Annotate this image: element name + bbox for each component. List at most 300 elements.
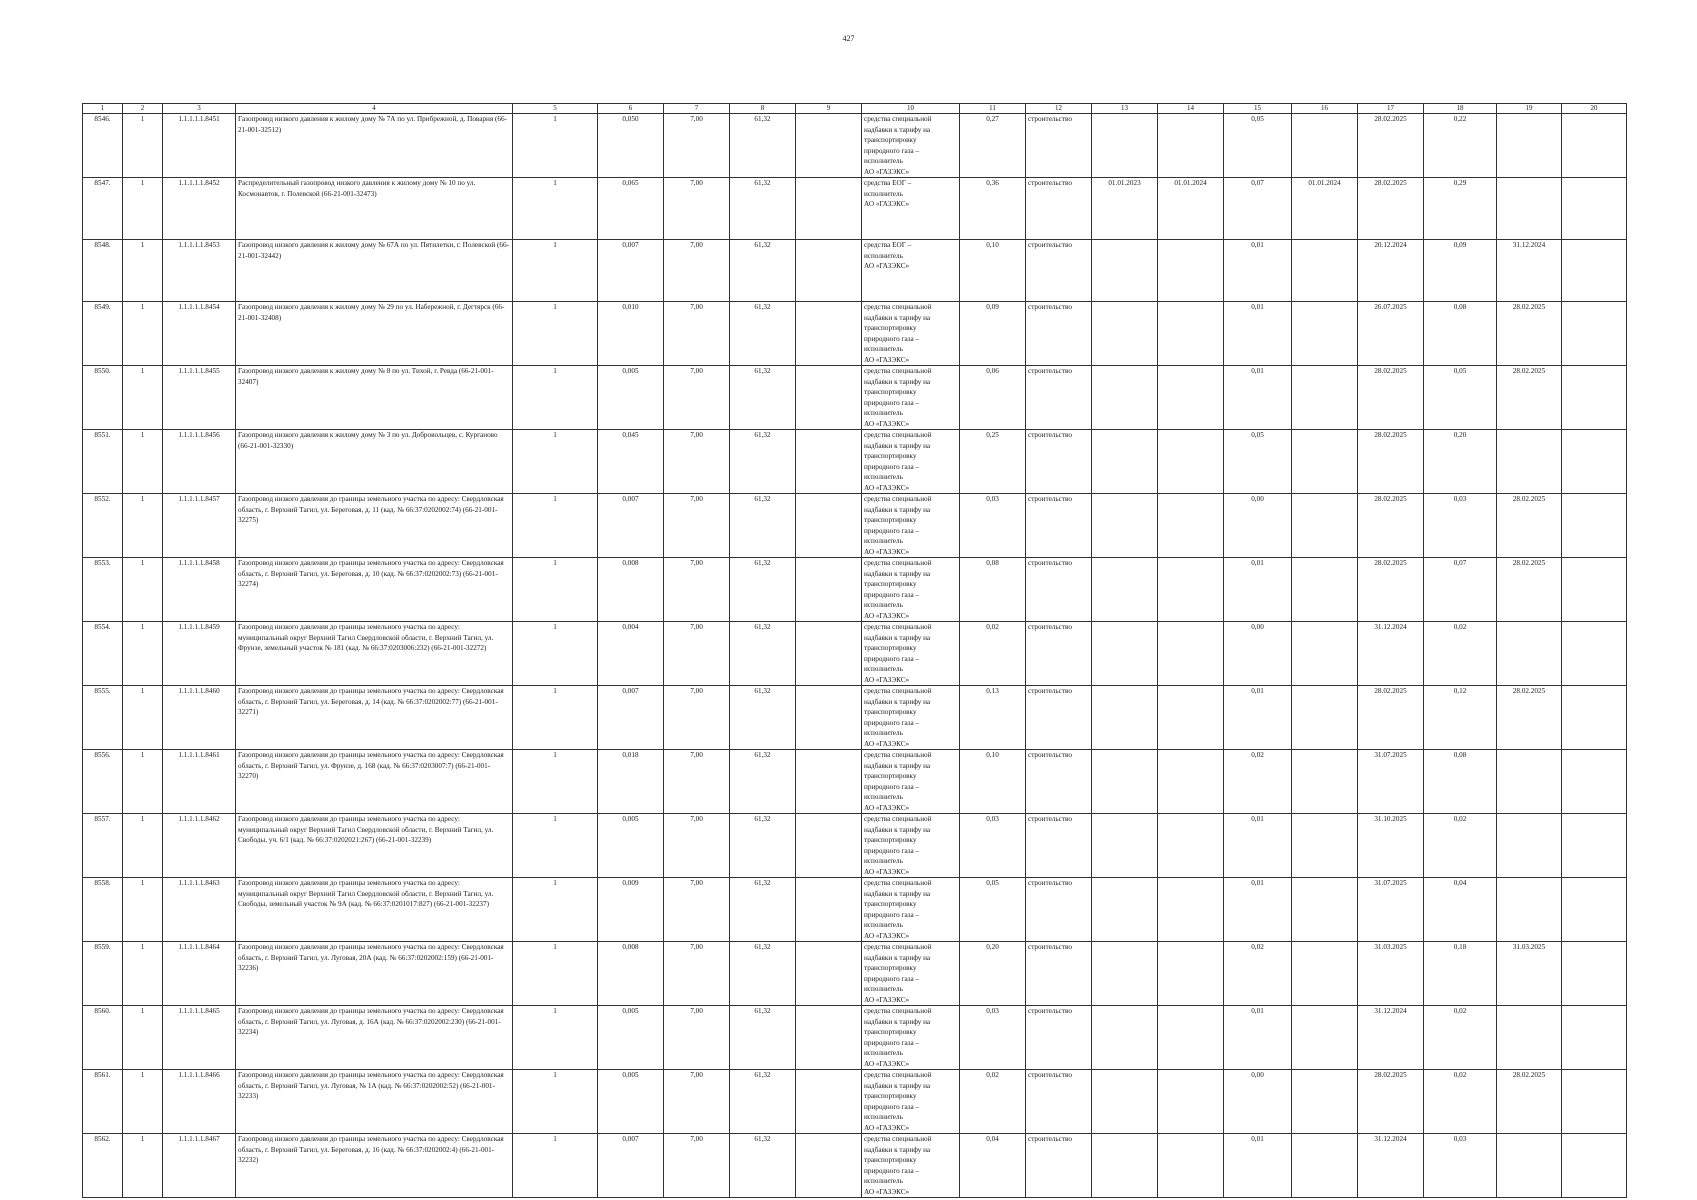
object-name-cell: Газопровод низкого давления к жилому дому № 7А по ул. Прибрежной, д. Поварня (66-21-001-32512) — [236, 114, 513, 178]
funding-source-cell: средства ЕОГ – исполнитель АО «ГАЗЭКС» — [862, 240, 960, 302]
work-type-cell: строительство — [1026, 942, 1092, 1006]
pressure-cell: 7,00 — [664, 302, 730, 366]
pressure-cell: 7,00 — [664, 366, 730, 430]
completion-date-cell: 31.10.2025 — [1358, 814, 1424, 878]
work-type-cell: строительство — [1026, 558, 1092, 622]
diameter-cell: 61,32 — [730, 814, 796, 878]
column-19-cell: 28.02.2025 — [1497, 1070, 1562, 1134]
column-19-cell: 28.02.2025 — [1497, 366, 1562, 430]
column-16-cell — [1292, 114, 1358, 178]
column-18-cell: 0,02 — [1424, 622, 1497, 686]
column-16-cell: 01.01.2024 — [1292, 178, 1358, 240]
investment-program-table — [82, 103, 1627, 1198]
pressure-cell: 7,00 — [664, 1006, 730, 1070]
column-19-cell: 28.02.2025 — [1497, 558, 1562, 622]
column-number-row — [83, 104, 1627, 114]
column-9-cell — [796, 430, 862, 494]
column-20-cell — [1562, 814, 1627, 878]
column-9-cell — [796, 178, 862, 240]
column-number-header: 5 — [513, 104, 598, 114]
column-20-cell — [1562, 942, 1627, 1006]
column-18-cell: 0,07 — [1424, 558, 1497, 622]
completion-date-cell: 26.07.2025 — [1358, 302, 1424, 366]
work-type-cell: строительство — [1026, 750, 1092, 814]
completion-date-cell: 31.03.2025 — [1358, 942, 1424, 1006]
column-19-cell — [1497, 178, 1562, 240]
work-type-cell: строительство — [1026, 1134, 1092, 1198]
object-name-cell: Газопровод низкого давления до границы земельного участка по адресу: муниципальный округ Верхний Тагил Свердловской области, г. Верхний Тагил, ул. Фрунзе, земельный участок № 181 (кад. № 66:37:0203006:232) (66-21-001-32272) — [236, 622, 513, 686]
completion-date-cell: 28.02.2025 — [1358, 1070, 1424, 1134]
table-row — [83, 178, 1627, 240]
column-19-cell: 28.02.2025 — [1497, 494, 1562, 558]
length-cell: 0,065 — [598, 178, 664, 240]
column-2-cell: 1 — [123, 942, 163, 1006]
start-date-cell — [1092, 878, 1158, 942]
column-16-cell — [1292, 1006, 1358, 1070]
column-9-cell — [796, 814, 862, 878]
column-16-cell — [1292, 750, 1358, 814]
row-number-cell: 8561. — [83, 1070, 123, 1134]
object-name-cell: Газопровод низкого давления к жилому дому № 67А по ул. Пятилетки, г. Полевской (66-21-001-32442) — [236, 240, 513, 302]
end-date-cell — [1158, 622, 1224, 686]
column-9-cell — [796, 366, 862, 430]
column-9-cell — [796, 494, 862, 558]
length-cell: 0,009 — [598, 878, 664, 942]
pressure-cell: 7,00 — [664, 430, 730, 494]
column-9-cell — [796, 558, 862, 622]
column-number-header: 15 — [1224, 104, 1292, 114]
funding-source-cell: средства специальной надбавки к тарифу на транспортировку природного газа – исполнитель АО «ГАЗЭКС» — [862, 366, 960, 430]
start-date-cell — [1092, 1070, 1158, 1134]
funding-source-cell: средства специальной надбавки к тарифу на транспортировку природного газа – исполнитель АО «ГАЗЭКС» — [862, 750, 960, 814]
completion-date-cell: 31.07.2025 — [1358, 878, 1424, 942]
column-19-cell: 28.02.2025 — [1497, 302, 1562, 366]
length-cell: 0,008 — [598, 558, 664, 622]
column-20-cell — [1562, 430, 1627, 494]
row-number-cell: 8546. — [83, 114, 123, 178]
work-type-cell: строительство — [1026, 814, 1092, 878]
object-name-cell: Газопровод низкого давления к жилому дому № 29 по ул. Набережной, г. Дегтярск (66-21-001-32408) — [236, 302, 513, 366]
object-code-cell: 1.1.1.1.1.8459 — [163, 622, 236, 686]
column-number-header: 7 — [664, 104, 730, 114]
object-code-cell: 1.1.1.1.1.8458 — [163, 558, 236, 622]
object-code-cell: 1.1.1.1.1.8466 — [163, 1070, 236, 1134]
table-body — [83, 114, 1627, 1198]
column-number-header: 20 — [1562, 104, 1627, 114]
table-row — [83, 878, 1627, 942]
column-9-cell — [796, 686, 862, 750]
completion-date-cell: 28.02.2025 — [1358, 178, 1424, 240]
column-20-cell — [1562, 622, 1627, 686]
object-name-cell: Газопровод низкого давления к жилому дому № 3 по ул. Добровольцев, с. Курганово (66-21-001-32330) — [236, 430, 513, 494]
start-date-cell: 01.01.2023 — [1092, 178, 1158, 240]
funding-source-cell: средства специальной надбавки к тарифу на транспортировку природного газа – исполнитель АО «ГАЗЭКС» — [862, 878, 960, 942]
column-19-cell — [1497, 114, 1562, 178]
object-name-cell: Газопровод низкого давления до границы земельного участка по адресу: Свердловская область, г. Верхний Тагил, ул. Луговая, 20А (кад. № 66:37:0202002:159) (66-21-001-32236) — [236, 942, 513, 1006]
table-row — [83, 430, 1627, 494]
length-cell: 0,005 — [598, 1006, 664, 1070]
table-row — [83, 622, 1627, 686]
column-18-cell: 0,09 — [1424, 240, 1497, 302]
object-name-cell: Газопровод низкого давления до границы земельного участка по адресу: муниципальный округ Верхний Тагил Свердловской области, г. Верхний Тагил, ул. Свободы, уч. 6/1 (кад. № 66:37:0202021:267) (66-21-001-32239) — [236, 814, 513, 878]
start-date-cell — [1092, 114, 1158, 178]
column-number-header: 6 — [598, 104, 664, 114]
column-2-cell: 1 — [123, 1070, 163, 1134]
object-code-cell: 1.1.1.1.1.8452 — [163, 178, 236, 240]
column-18-cell: 0,29 — [1424, 178, 1497, 240]
pressure-cell: 7,00 — [664, 814, 730, 878]
column-15-cell: 0,00 — [1224, 494, 1292, 558]
column-20-cell — [1562, 240, 1627, 302]
column-18-cell: 0,20 — [1424, 430, 1497, 494]
quantity-cell: 1 — [513, 1134, 598, 1198]
column-16-cell — [1292, 558, 1358, 622]
cost-cell: 0,36 — [960, 178, 1026, 240]
column-20-cell — [1562, 878, 1627, 942]
diameter-cell: 61,32 — [730, 1134, 796, 1198]
length-cell: 0,010 — [598, 302, 664, 366]
column-2-cell: 1 — [123, 558, 163, 622]
column-number-header: 13 — [1092, 104, 1158, 114]
row-number-cell: 8548. — [83, 240, 123, 302]
object-name-cell: Газопровод низкого давления до границы земельного участка по адресу: Свердловская область, г. Верхний Тагил, ул. Луговая, № 1А (кад. № 66:37:0202002:52) (66-21-001-32233) — [236, 1070, 513, 1134]
pressure-cell: 7,00 — [664, 750, 730, 814]
pressure-cell: 7,00 — [664, 558, 730, 622]
column-19-cell — [1497, 750, 1562, 814]
column-number-header: 14 — [1158, 104, 1224, 114]
column-number-header: 11 — [960, 104, 1026, 114]
cost-cell: 0,06 — [960, 366, 1026, 430]
column-16-cell — [1292, 1134, 1358, 1198]
row-number-cell: 8560. — [83, 1006, 123, 1070]
work-type-cell: строительство — [1026, 302, 1092, 366]
column-2-cell: 1 — [123, 814, 163, 878]
column-16-cell — [1292, 494, 1358, 558]
column-number-header: 1 — [83, 104, 123, 114]
object-name-cell: Газопровод низкого давления до границы земельного участка по адресу: Свердловская область, г. Верхний Тагил, ул. Фрунзе, д. 168 (кад. № 66:37:0203007:7) (66-21-001-32270) — [236, 750, 513, 814]
column-9-cell — [796, 1006, 862, 1070]
column-19-cell: 31.03.2025 — [1497, 942, 1562, 1006]
table-row — [83, 686, 1627, 750]
row-number-cell: 8547. — [83, 178, 123, 240]
pressure-cell: 7,00 — [664, 622, 730, 686]
start-date-cell — [1092, 686, 1158, 750]
table-row — [83, 302, 1627, 366]
work-type-cell: строительство — [1026, 240, 1092, 302]
funding-source-cell: средства ЕОГ – исполнитель АО «ГАЗЭКС» — [862, 178, 960, 240]
column-19-cell — [1497, 622, 1562, 686]
completion-date-cell: 31.12.2024 — [1358, 1134, 1424, 1198]
column-20-cell — [1562, 1006, 1627, 1070]
cost-cell: 0,10 — [960, 240, 1026, 302]
pressure-cell: 7,00 — [664, 494, 730, 558]
column-18-cell: 0,08 — [1424, 302, 1497, 366]
pressure-cell: 7,00 — [664, 1134, 730, 1198]
column-16-cell — [1292, 366, 1358, 430]
funding-source-cell: средства специальной надбавки к тарифу на транспортировку природного газа – исполнитель АО «ГАЗЭКС» — [862, 1006, 960, 1070]
work-type-cell: строительство — [1026, 430, 1092, 494]
row-number-cell: 8556. — [83, 750, 123, 814]
pressure-cell: 7,00 — [664, 1070, 730, 1134]
column-15-cell: 0,01 — [1224, 814, 1292, 878]
start-date-cell — [1092, 622, 1158, 686]
column-15-cell: 0,01 — [1224, 366, 1292, 430]
cost-cell: 0,25 — [960, 430, 1026, 494]
length-cell: 0,008 — [598, 942, 664, 1006]
cost-cell: 0,08 — [960, 558, 1026, 622]
row-number-cell: 8559. — [83, 942, 123, 1006]
funding-source-cell: средства специальной надбавки к тарифу на транспортировку природного газа – исполнитель АО «ГАЗЭКС» — [862, 1070, 960, 1134]
column-2-cell: 1 — [123, 366, 163, 430]
column-20-cell — [1562, 1134, 1627, 1198]
column-16-cell — [1292, 878, 1358, 942]
column-2-cell: 1 — [123, 750, 163, 814]
column-number-header: 19 — [1497, 104, 1562, 114]
row-number-cell: 8557. — [83, 814, 123, 878]
object-code-cell: 1.1.1.1.1.8465 — [163, 1006, 236, 1070]
funding-source-cell: средства специальной надбавки к тарифу на транспортировку природного газа – исполнитель АО «ГАЗЭКС» — [862, 558, 960, 622]
funding-source-cell: средства специальной надбавки к тарифу на транспортировку природного газа – исполнитель АО «ГАЗЭКС» — [862, 494, 960, 558]
quantity-cell: 1 — [513, 558, 598, 622]
completion-date-cell: 28.02.2025 — [1358, 558, 1424, 622]
column-2-cell: 1 — [123, 1006, 163, 1070]
column-19-cell — [1497, 814, 1562, 878]
row-number-cell: 8558. — [83, 878, 123, 942]
start-date-cell — [1092, 430, 1158, 494]
row-number-cell: 8552. — [83, 494, 123, 558]
diameter-cell: 61,32 — [730, 1006, 796, 1070]
column-15-cell: 0,00 — [1224, 622, 1292, 686]
column-16-cell — [1292, 814, 1358, 878]
column-18-cell: 0,03 — [1424, 494, 1497, 558]
quantity-cell: 1 — [513, 430, 598, 494]
column-18-cell: 0,03 — [1424, 1134, 1497, 1198]
column-15-cell: 0,01 — [1224, 1134, 1292, 1198]
funding-source-cell: средства специальной надбавки к тарифу на транспортировку природного газа – исполнитель АО «ГАЗЭКС» — [862, 814, 960, 878]
column-15-cell: 0,05 — [1224, 114, 1292, 178]
column-20-cell — [1562, 1070, 1627, 1134]
table-row — [83, 114, 1627, 178]
length-cell: 0,018 — [598, 750, 664, 814]
start-date-cell — [1092, 942, 1158, 1006]
column-2-cell: 1 — [123, 302, 163, 366]
object-name-cell: Газопровод низкого давления до границы земельного участка по адресу: Свердловская область, г. Верхний Тагил, ул. Береговая, д. 11 (кад. № 66:37:0202002:74) (66-21-001-32275) — [236, 494, 513, 558]
quantity-cell: 1 — [513, 366, 598, 430]
end-date-cell — [1158, 1134, 1224, 1198]
column-16-cell — [1292, 430, 1358, 494]
column-9-cell — [796, 240, 862, 302]
column-18-cell: 0,05 — [1424, 366, 1497, 430]
column-18-cell: 0,02 — [1424, 1070, 1497, 1134]
column-19-cell — [1497, 878, 1562, 942]
object-name-cell: Газопровод низкого давления до границы земельного участка по адресу: Свердловская область, г. Верхний Тагил, ул. Береговая, д. 14 (кад. № 66:37:0202002:77) (66-21-001-32271) — [236, 686, 513, 750]
length-cell: 0,050 — [598, 114, 664, 178]
end-date-cell — [1158, 1006, 1224, 1070]
column-number-header: 16 — [1292, 104, 1358, 114]
column-number-header: 3 — [163, 104, 236, 114]
work-type-cell: строительство — [1026, 366, 1092, 430]
cost-cell: 0,04 — [960, 1134, 1026, 1198]
column-16-cell — [1292, 1070, 1358, 1134]
object-name-cell: Распределительный газопровод низкого давления к жилому дому № 10 по ул. Космонавтов, г. Полевской (66-21-001-32473) — [236, 178, 513, 240]
cost-cell: 0,03 — [960, 814, 1026, 878]
column-number-header: 12 — [1026, 104, 1092, 114]
column-19-cell: 28.02.2025 — [1497, 686, 1562, 750]
length-cell: 0,007 — [598, 1134, 664, 1198]
cost-cell: 0,13 — [960, 686, 1026, 750]
column-20-cell — [1562, 686, 1627, 750]
start-date-cell — [1092, 302, 1158, 366]
column-2-cell: 1 — [123, 178, 163, 240]
funding-source-cell: средства специальной надбавки к тарифу на транспортировку природного газа – исполнитель АО «ГАЗЭКС» — [862, 622, 960, 686]
quantity-cell: 1 — [513, 302, 598, 366]
start-date-cell — [1092, 1134, 1158, 1198]
cost-cell: 0,03 — [960, 1006, 1026, 1070]
table-row — [83, 1134, 1627, 1198]
column-20-cell — [1562, 494, 1627, 558]
diameter-cell: 61,32 — [730, 1070, 796, 1134]
object-name-cell: Газопровод низкого давления до границы земельного участка по адресу: муниципальный округ Верхний Тагил Свердловской области, г. Верхний Тагил, ул. Свободы, земельный участок № 9А (кад. № 66:37:0201017:827) (66-21-001-32237) — [236, 878, 513, 942]
start-date-cell — [1092, 814, 1158, 878]
column-19-cell: 31.12.2024 — [1497, 240, 1562, 302]
quantity-cell: 1 — [513, 494, 598, 558]
work-type-cell: строительство — [1026, 1070, 1092, 1134]
table-row — [83, 494, 1627, 558]
start-date-cell — [1092, 750, 1158, 814]
table-row — [83, 750, 1627, 814]
start-date-cell — [1092, 366, 1158, 430]
object-code-cell: 1.1.1.1.1.8461 — [163, 750, 236, 814]
column-2-cell: 1 — [123, 430, 163, 494]
funding-source-cell: средства специальной надбавки к тарифу на транспортировку природного газа – исполнитель АО «ГАЗЭКС» — [862, 686, 960, 750]
diameter-cell: 61,32 — [730, 494, 796, 558]
length-cell: 0,005 — [598, 814, 664, 878]
column-15-cell: 0,01 — [1224, 558, 1292, 622]
completion-date-cell: 28.02.2025 — [1358, 114, 1424, 178]
pressure-cell: 7,00 — [664, 878, 730, 942]
object-code-cell: 1.1.1.1.1.8456 — [163, 430, 236, 494]
table-row — [83, 942, 1627, 1006]
row-number-cell: 8551. — [83, 430, 123, 494]
column-15-cell: 0,01 — [1224, 686, 1292, 750]
work-type-cell: строительство — [1026, 178, 1092, 240]
cost-cell: 0,10 — [960, 750, 1026, 814]
page-number: 427 — [842, 34, 855, 43]
end-date-cell — [1158, 430, 1224, 494]
column-18-cell: 0,08 — [1424, 750, 1497, 814]
object-code-cell: 1.1.1.1.1.8457 — [163, 494, 236, 558]
completion-date-cell: 20.12.2024 — [1358, 240, 1424, 302]
column-2-cell: 1 — [123, 1134, 163, 1198]
column-18-cell: 0,04 — [1424, 878, 1497, 942]
column-15-cell: 0,01 — [1224, 302, 1292, 366]
start-date-cell — [1092, 240, 1158, 302]
start-date-cell — [1092, 1006, 1158, 1070]
column-15-cell: 0,01 — [1224, 878, 1292, 942]
pressure-cell: 7,00 — [664, 114, 730, 178]
quantity-cell: 1 — [513, 178, 598, 240]
work-type-cell: строительство — [1026, 114, 1092, 178]
quantity-cell: 1 — [513, 1070, 598, 1134]
length-cell: 0,007 — [598, 240, 664, 302]
column-20-cell — [1562, 178, 1627, 240]
object-code-cell: 1.1.1.1.1.8455 — [163, 366, 236, 430]
column-15-cell: 0,01 — [1224, 240, 1292, 302]
object-code-cell: 1.1.1.1.1.8454 — [163, 302, 236, 366]
column-20-cell — [1562, 302, 1627, 366]
quantity-cell: 1 — [513, 240, 598, 302]
column-15-cell: 0,05 — [1224, 430, 1292, 494]
column-9-cell — [796, 302, 862, 366]
table-row — [83, 1070, 1627, 1134]
diameter-cell: 61,32 — [730, 114, 796, 178]
column-2-cell: 1 — [123, 114, 163, 178]
object-name-cell: Газопровод низкого давления до границы земельного участка по адресу: Свердловская область, г. Верхний Тагил, ул. Береговая, д. 16 (кад. № 66:37:0202002:4) (66-21-001-32232) — [236, 1134, 513, 1198]
start-date-cell — [1092, 494, 1158, 558]
column-2-cell: 1 — [123, 240, 163, 302]
funding-source-cell: средства специальной надбавки к тарифу на транспортировку природного газа – исполнитель АО «ГАЗЭКС» — [862, 114, 960, 178]
pressure-cell: 7,00 — [664, 240, 730, 302]
column-15-cell: 0,01 — [1224, 1006, 1292, 1070]
quantity-cell: 1 — [513, 114, 598, 178]
cost-cell: 0,02 — [960, 1070, 1026, 1134]
column-18-cell: 0,22 — [1424, 114, 1497, 178]
column-15-cell: 0,07 — [1224, 178, 1292, 240]
start-date-cell — [1092, 558, 1158, 622]
row-number-cell: 8550. — [83, 366, 123, 430]
column-2-cell: 1 — [123, 878, 163, 942]
column-9-cell — [796, 1134, 862, 1198]
column-9-cell — [796, 750, 862, 814]
work-type-cell: строительство — [1026, 494, 1092, 558]
column-9-cell — [796, 114, 862, 178]
completion-date-cell: 28.02.2025 — [1358, 430, 1424, 494]
completion-date-cell: 28.02.2025 — [1358, 686, 1424, 750]
column-20-cell — [1562, 750, 1627, 814]
object-code-cell: 1.1.1.1.1.8467 — [163, 1134, 236, 1198]
length-cell: 0,005 — [598, 1070, 664, 1134]
end-date-cell: 01.01.2024 — [1158, 178, 1224, 240]
column-16-cell — [1292, 622, 1358, 686]
diameter-cell: 61,32 — [730, 366, 796, 430]
diameter-cell: 61,32 — [730, 686, 796, 750]
pressure-cell: 7,00 — [664, 178, 730, 240]
end-date-cell — [1158, 1070, 1224, 1134]
column-18-cell: 0,12 — [1424, 686, 1497, 750]
quantity-cell: 1 — [513, 942, 598, 1006]
column-18-cell: 0,02 — [1424, 1006, 1497, 1070]
table-row — [83, 1006, 1627, 1070]
diameter-cell: 61,32 — [730, 240, 796, 302]
completion-date-cell: 31.12.2024 — [1358, 1006, 1424, 1070]
object-code-cell: 1.1.1.1.1.8464 — [163, 942, 236, 1006]
table-row — [83, 558, 1627, 622]
cost-cell: 0,03 — [960, 494, 1026, 558]
column-2-cell: 1 — [123, 622, 163, 686]
diameter-cell: 61,32 — [730, 878, 796, 942]
column-number-header: 17 — [1358, 104, 1424, 114]
row-number-cell: 8553. — [83, 558, 123, 622]
column-9-cell — [796, 622, 862, 686]
column-20-cell — [1562, 366, 1627, 430]
column-18-cell: 0,02 — [1424, 814, 1497, 878]
funding-source-cell: средства специальной надбавки к тарифу на транспортировку природного газа – исполнитель АО «ГАЗЭКС» — [862, 1134, 960, 1198]
cost-cell: 0,27 — [960, 114, 1026, 178]
column-19-cell — [1497, 430, 1562, 494]
column-16-cell — [1292, 240, 1358, 302]
column-15-cell: 0,00 — [1224, 1070, 1292, 1134]
column-16-cell — [1292, 942, 1358, 1006]
